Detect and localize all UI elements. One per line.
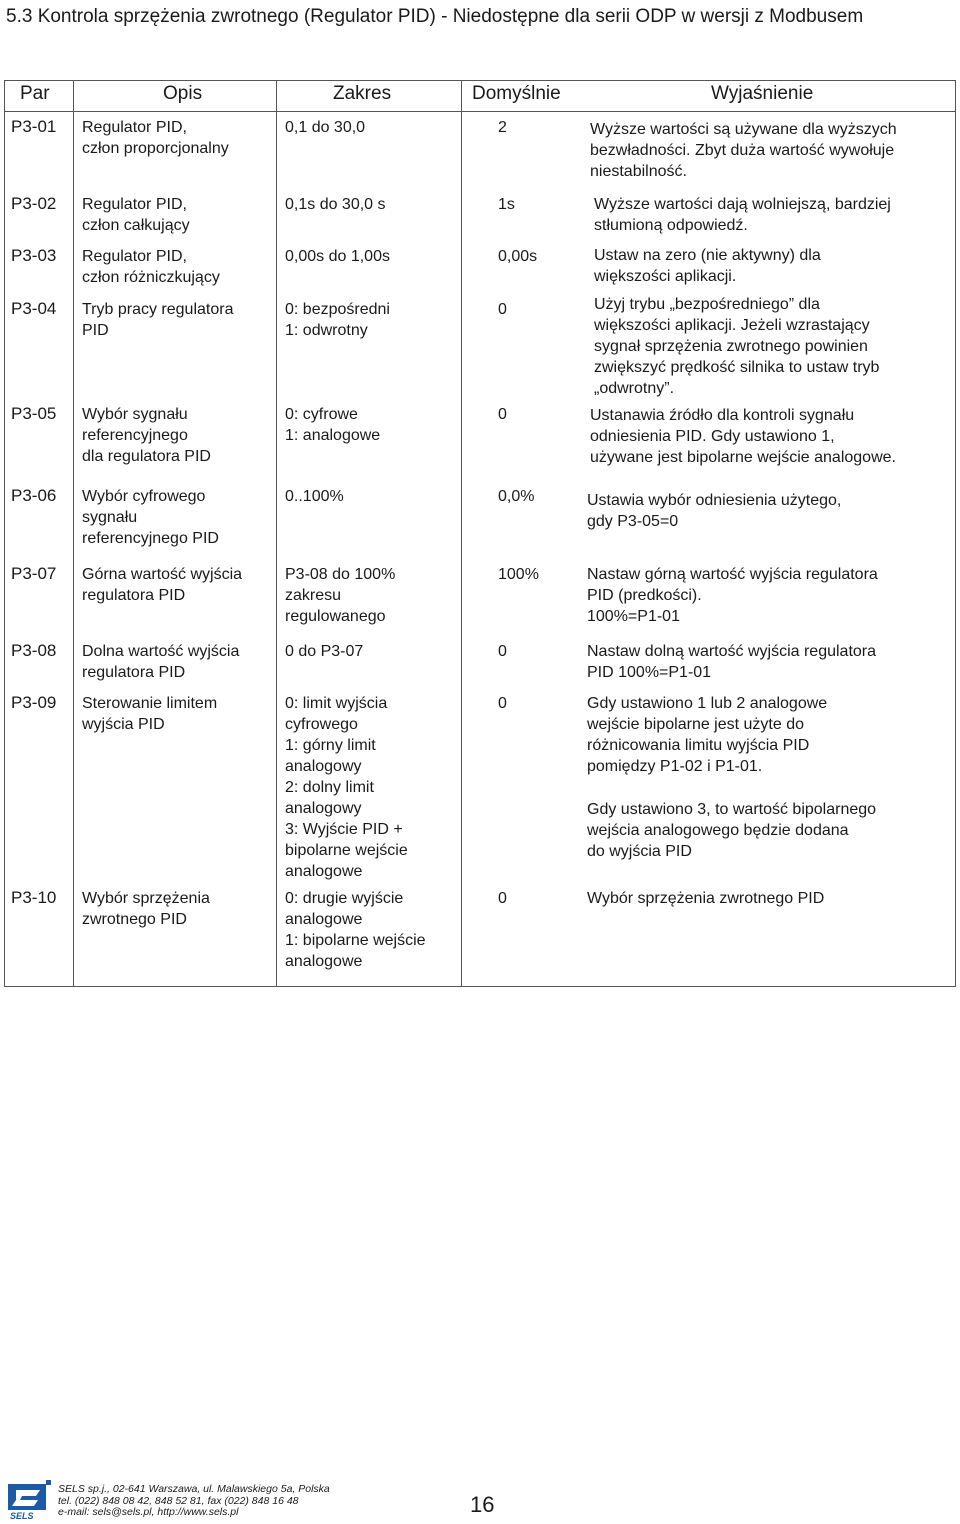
- header-opis: Opis: [163, 83, 203, 104]
- footer-address: SELS sp.j., 02-641 Warszawa, ul. Malawskiego 5a, Polska: [58, 1483, 330, 1495]
- table-row-wyjasnienie: Użyj trybu „bezpośredniego” dla większości aplikacji. Jeżeli wzrastający sygnał sprzężenia zwrotnego powinien zwiększyć prędkość silnika to ustaw tryb „odwrotny”.: [594, 296, 880, 397]
- table-row-zakres: 0,1s do 30,0 s: [285, 196, 386, 213]
- table-row-zakres: 0: limit wyjścia cyfrowego 1: górny limit analogowy 2: dolny limit analogowy 3: Wyjście PID + bipolarne wejście analogowe: [285, 695, 408, 880]
- table-row-domyslnie: 2: [498, 119, 507, 136]
- table-row-par: P3-04: [11, 299, 57, 318]
- table-row-domyslnie: 0: [498, 406, 507, 423]
- table-row-wyjasnienie: Wyższe wartości są używane dla wyższych bezwładności. Zbyt duża wartość wywołuje niestabilność.: [590, 121, 897, 180]
- footer-phone: tel. (022) 848 08 42, 848 52 81, fax (022) 848 16 48: [58, 1494, 299, 1507]
- table-row-opis: Górna wartość wyjścia regulatora PID: [82, 566, 243, 604]
- table-row-domyslnie: 0: [498, 890, 507, 907]
- table-row-opis: Tryb pracy regulatora PID: [82, 301, 234, 339]
- table-row-zakres: 0..100%: [285, 488, 344, 505]
- header-bottom-rule: [4, 111, 956, 112]
- table-row-par: P3-03: [11, 246, 57, 265]
- table-row-wyjasnienie: Wyższe wartości dają wolniejszą, bardziej stłumioną odpowiedź.: [594, 196, 891, 234]
- table-row-opis: Dolna wartość wyjścia regulatora PID: [82, 643, 240, 681]
- header-wyjasnienie: Wyjaśnienie: [711, 83, 814, 104]
- table-row-wyjasnienie: Nastaw dolną wartość wyjścia regulatora PID 100%=P1-01: [587, 643, 877, 681]
- table-row-opis: Regulator PID, człon całkujący: [82, 196, 190, 234]
- table-row-opis: Wybór sprzężenia zwrotnego PID: [82, 890, 210, 928]
- column-divider-opis: [276, 80, 277, 987]
- table-row-opis: Regulator PID, człon proporcjonalny: [82, 119, 229, 157]
- table-row-domyslnie: 100%: [498, 566, 539, 583]
- table-row-par: P3-06: [11, 486, 57, 505]
- page-number: 16: [470, 1492, 495, 1517]
- table-row-domyslnie: 0: [498, 301, 507, 318]
- table-row-wyjasnienie: Ustawia wybór odniesienia użytego, gdy P3-05=0: [587, 492, 842, 530]
- table-row-zakres: 0: bezpośredni 1: odwrotny: [285, 301, 390, 339]
- table-row-domyslnie: 0: [498, 695, 507, 712]
- logo-text: SELS: [10, 1511, 34, 1520]
- header-zakres: Zakres: [333, 83, 392, 104]
- page-title: 5.3 Kontrola sprzężenia zwrotnego (Regulator PID) - Niedostępne dla serii ODP w wersji z Modbusem: [6, 6, 864, 27]
- table-row-opis: Wybór sygnału referencyjnego dla regulatora PID: [82, 406, 211, 465]
- table-row-wyjasnienie: Nastaw górną wartość wyjścia regulatora PID (predkości). 100%=P1-01: [587, 566, 878, 625]
- sels-logo: [6, 1478, 52, 1520]
- table-row-domyslnie: 1s: [498, 196, 515, 213]
- table-row-wyjasnienie: Ustanawia źródło dla kontroli sygnału odniesienia PID. Gdy ustawiono 1, używane jest bipolarne wejście analogowe.: [590, 407, 896, 466]
- table-bottom-rule: [4, 986, 956, 987]
- table-row-wyjasnienie: Wybór sprzężenia zwrotnego PID: [587, 890, 825, 907]
- table-row-par: P3-01: [11, 117, 57, 136]
- table-row-opis: Sterowanie limitem wyjścia PID: [82, 695, 218, 733]
- header-par: Par: [20, 83, 50, 104]
- table-row-par: P3-10: [11, 888, 57, 907]
- table-row-zakres: P3-08 do 100% zakresu regulowanego: [285, 566, 396, 625]
- footer-email: e-mail: sels@sels.pl, http://www.sels.pl: [58, 1506, 239, 1518]
- table-row-zakres: 0 do P3-07: [285, 643, 364, 660]
- table-row-opis: Wybór cyfrowego sygnału referencyjnego PID: [82, 488, 219, 547]
- table-row-par: P3-02: [11, 194, 57, 213]
- table-row-par: P3-05: [11, 404, 57, 423]
- footer-contact: [58, 1484, 330, 1519]
- table-left-border: [4, 80, 5, 987]
- table-row-wyjasnienie: Gdy ustawiono 1 lub 2 analogowe wejście bipolarne jest użyte do różnicowania limitu wyjścia PID pomiędzy P1-02 i P1-01.: [587, 695, 828, 775]
- table-row-zakres: 0: cyfrowe 1: analogowe: [285, 406, 381, 444]
- table-row-domyslnie: 0: [498, 643, 507, 660]
- table-row-zakres: 0,1 do 30,0: [285, 119, 366, 136]
- table-top-rule: [4, 80, 956, 81]
- header-domyslnie: Domyślnie: [472, 83, 561, 104]
- table-right-border: [955, 80, 956, 987]
- column-divider-zakres: [461, 80, 462, 987]
- column-divider-par: [73, 80, 74, 987]
- table-row-wyjasnienie-extra: Gdy ustawiono 3, to wartość bipolarnego wejścia analogowego będzie dodana do wyjścia PID: [587, 801, 877, 860]
- table-row-zakres: 0,00s do 1,00s: [285, 248, 390, 265]
- table-row-par: P3-09: [11, 693, 57, 712]
- table-row-zakres: 0: drugie wyjście analogowe 1: bipolarne wejście analogowe: [285, 890, 426, 970]
- table-row-domyslnie: 0,0%: [498, 488, 535, 505]
- table-row-par: P3-07: [11, 564, 57, 583]
- table-row-wyjasnienie: Ustaw na zero (nie aktywny) dla większości aplikacji.: [594, 247, 821, 285]
- table-row-par: P3-08: [11, 641, 57, 660]
- table-row-domyslnie: 0,00s: [498, 248, 538, 265]
- table-row-opis: Regulator PID, człon różniczkujący: [82, 248, 220, 286]
